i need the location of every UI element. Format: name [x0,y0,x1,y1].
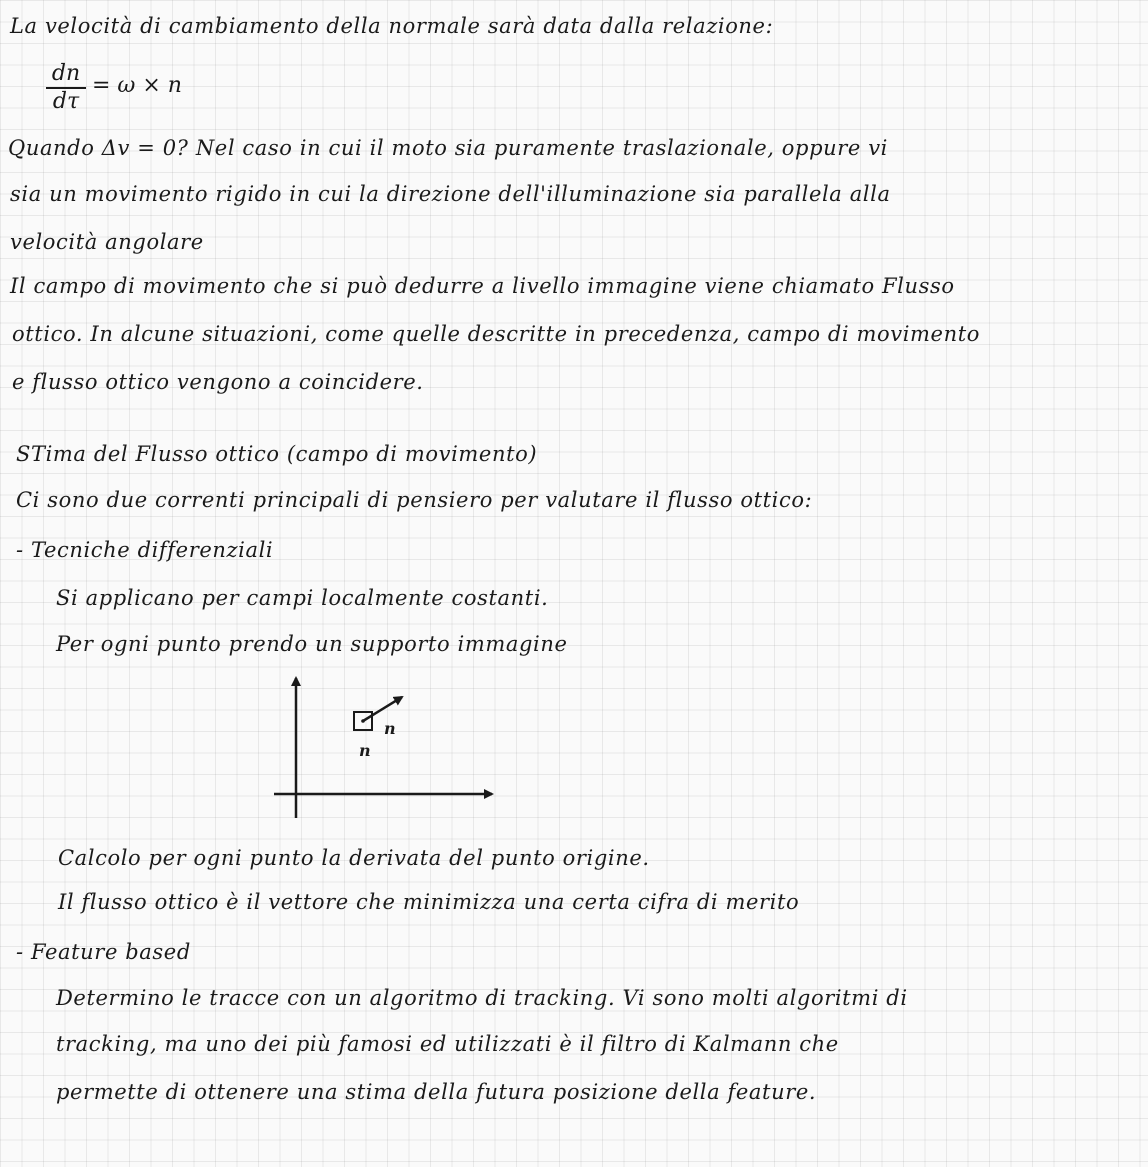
fraction-numerator: dn [46,62,86,89]
bullet-feature-based: - Feature based [16,940,191,964]
text-line-3: sia un movimento rigido in cui la direzione dell'illuminazione sia parallela alla [10,182,891,206]
text-line-15: permette di ottenere una stima della futura posizione della feature. [56,1080,817,1104]
flow-vector-diagram [264,668,500,824]
flow-vector-arrow [363,697,402,721]
text-line-13: Determino le tracce con un algoritmo di tracking. Vi sono molti algoritmi di [56,986,908,1010]
text-line-7: e flusso ottico vengono a coincidere. [12,370,424,394]
text-line-14: tracking, ma uno dei più famosi ed utilizzati è il filtro di Kalmann che [56,1032,839,1056]
text-line-9: Si applicano per campi localmente costanti. [56,586,549,610]
text-line-2: Quando Δv = 0? Nel caso in cui il moto sia puramente traslazionale, oppure vi [8,136,888,160]
section-heading: STima del Flusso ottico (campo di movimento) [16,442,538,466]
bullet-tecniche-differenziali: - Tecniche differenziali [16,538,274,562]
vector-label-below: n [359,741,371,760]
text-line-5: Il campo di movimento che si può dedurre a livello immagine viene chiamato Flusso [10,274,955,298]
derivative-fraction [46,62,86,115]
text-line-12: Il flusso ottico è il vettore che minimizza una certa cifra di merito [58,890,800,914]
text-line-1: La velocità di cambiamento della normale sarà data dalla relazione: [10,14,774,38]
text-line-6: ottico. In alcune situazioni, come quelle descritte in precedenza, campo di movimento [12,322,980,346]
vector-label-right: n [384,719,396,738]
text-line-8: Ci sono due correnti principali di pensiero per valutare il flusso ottico: [16,488,813,512]
text-line-11: Calcolo per ogni punto la derivata del punto origine. [58,846,650,870]
text-line-10: Per ogni punto prendo un supporto immagine [56,632,568,656]
fraction-denominator: dτ [52,89,80,114]
equation-rhs: = ω × n [92,73,182,98]
text-line-4: velocità angolare [10,230,204,254]
